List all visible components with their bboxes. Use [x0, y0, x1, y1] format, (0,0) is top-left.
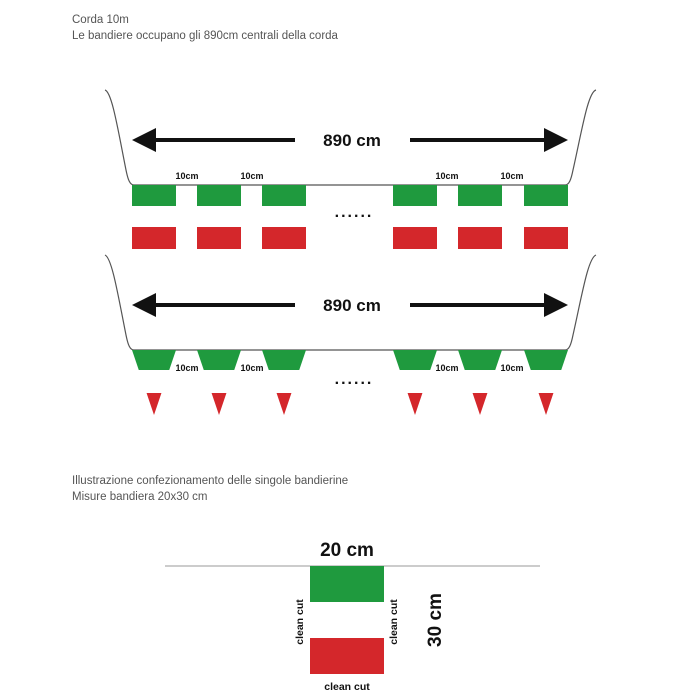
rect-flag-band — [197, 227, 241, 249]
triangle-flag — [197, 350, 241, 415]
triangle-flag-band — [393, 350, 437, 370]
rect-flag-band — [132, 185, 176, 207]
triangle-flag-band — [473, 393, 488, 415]
rect-flag-band — [132, 206, 176, 228]
rect-flag-band — [524, 227, 568, 249]
single-flag-height-label: 30 cm — [425, 593, 446, 647]
single-flag-width-label: 20 cm — [320, 540, 374, 561]
triangle-flag-band — [277, 393, 292, 415]
triangle-gap-label: 10cm — [240, 363, 264, 373]
rect-flag-band — [262, 206, 306, 228]
rect-flag-band — [393, 227, 437, 249]
rect-gap-label: 10cm — [240, 171, 264, 181]
triangle-flag-band — [539, 393, 554, 415]
single-flag-detail — [165, 540, 540, 693]
rect-flag-band — [197, 185, 241, 207]
rect-gap-label: 10cm — [500, 171, 524, 181]
packaging-line-illustration: Illustrazione confezionamento delle singole bandierine — [72, 475, 349, 487]
rect-flag — [458, 185, 502, 249]
triangle-flag — [262, 350, 306, 415]
triangle-flag-band — [408, 393, 423, 415]
triangle-flag-band — [212, 393, 227, 415]
rect-flag — [197, 185, 241, 249]
triangle-ellipsis: ...... — [334, 371, 374, 388]
triangle-flag-band — [132, 350, 176, 370]
triangle-flag-band — [465, 370, 495, 393]
rect-flag-band — [132, 227, 176, 249]
rect-flag — [132, 185, 176, 249]
rect-flag-band — [524, 206, 568, 228]
triangle-flag-band — [524, 350, 568, 370]
triangle-flag-band — [531, 370, 561, 393]
rect-bunting-span-label: 890 cm — [323, 131, 381, 150]
single-flag-white-band — [310, 602, 384, 638]
rect-flag-band — [393, 185, 437, 207]
single-flag-right-edge-label: clean cut — [388, 599, 400, 645]
rect-flag — [262, 185, 306, 249]
triangle-flag-band — [262, 350, 306, 370]
triangle-flag — [458, 350, 502, 415]
triangle-flag-band — [269, 370, 299, 393]
triangle-flag-band — [147, 393, 162, 415]
single-flag-green-band — [310, 566, 384, 602]
rect-gap-label: 10cm — [435, 171, 459, 181]
rect-flag-band — [262, 227, 306, 249]
triangle-flag — [524, 350, 568, 415]
rect-flag-band — [197, 206, 241, 228]
triangle-flag-band — [400, 370, 430, 393]
single-flag-bottom-edge-label: clean cut — [324, 681, 370, 693]
rect-flag-band — [262, 185, 306, 207]
triangle-gap-label: 10cm — [500, 363, 524, 373]
rect-flag-band — [458, 185, 502, 207]
header-line-flag-span: Le bandiere occupano gli 890cm centrali della corda — [72, 30, 338, 42]
single-flag-red-band — [310, 638, 384, 674]
triangle-flag-band — [204, 370, 234, 393]
triangle-gap-label: 10cm — [175, 363, 199, 373]
rect-flag-band — [393, 206, 437, 228]
triangle-flag — [393, 350, 437, 415]
triangle-gap-label: 10cm — [435, 363, 459, 373]
rect-flag-band — [458, 206, 502, 228]
header-line-rope-length: Corda 10m — [72, 14, 129, 26]
rect-flag-band — [458, 227, 502, 249]
triangle-flag-band — [139, 370, 169, 393]
rect-gap-label: 10cm — [175, 171, 199, 181]
rect-flag — [393, 185, 437, 249]
rect-ellipsis: ...... — [334, 204, 374, 221]
triangle-bunting — [105, 255, 596, 415]
triangle-flag-band — [458, 350, 502, 370]
rect-flag — [524, 185, 568, 249]
rect-flag-band — [524, 185, 568, 207]
single-flag-left-edge-label: clean cut — [294, 599, 306, 645]
triangle-bunting-span-label: 890 cm — [323, 296, 381, 315]
triangle-flag — [132, 350, 176, 415]
triangle-flag-band — [197, 350, 241, 370]
packaging-line-flag-size: Misure bandiera 20x30 cm — [72, 491, 208, 503]
rect-bunting — [105, 90, 596, 249]
